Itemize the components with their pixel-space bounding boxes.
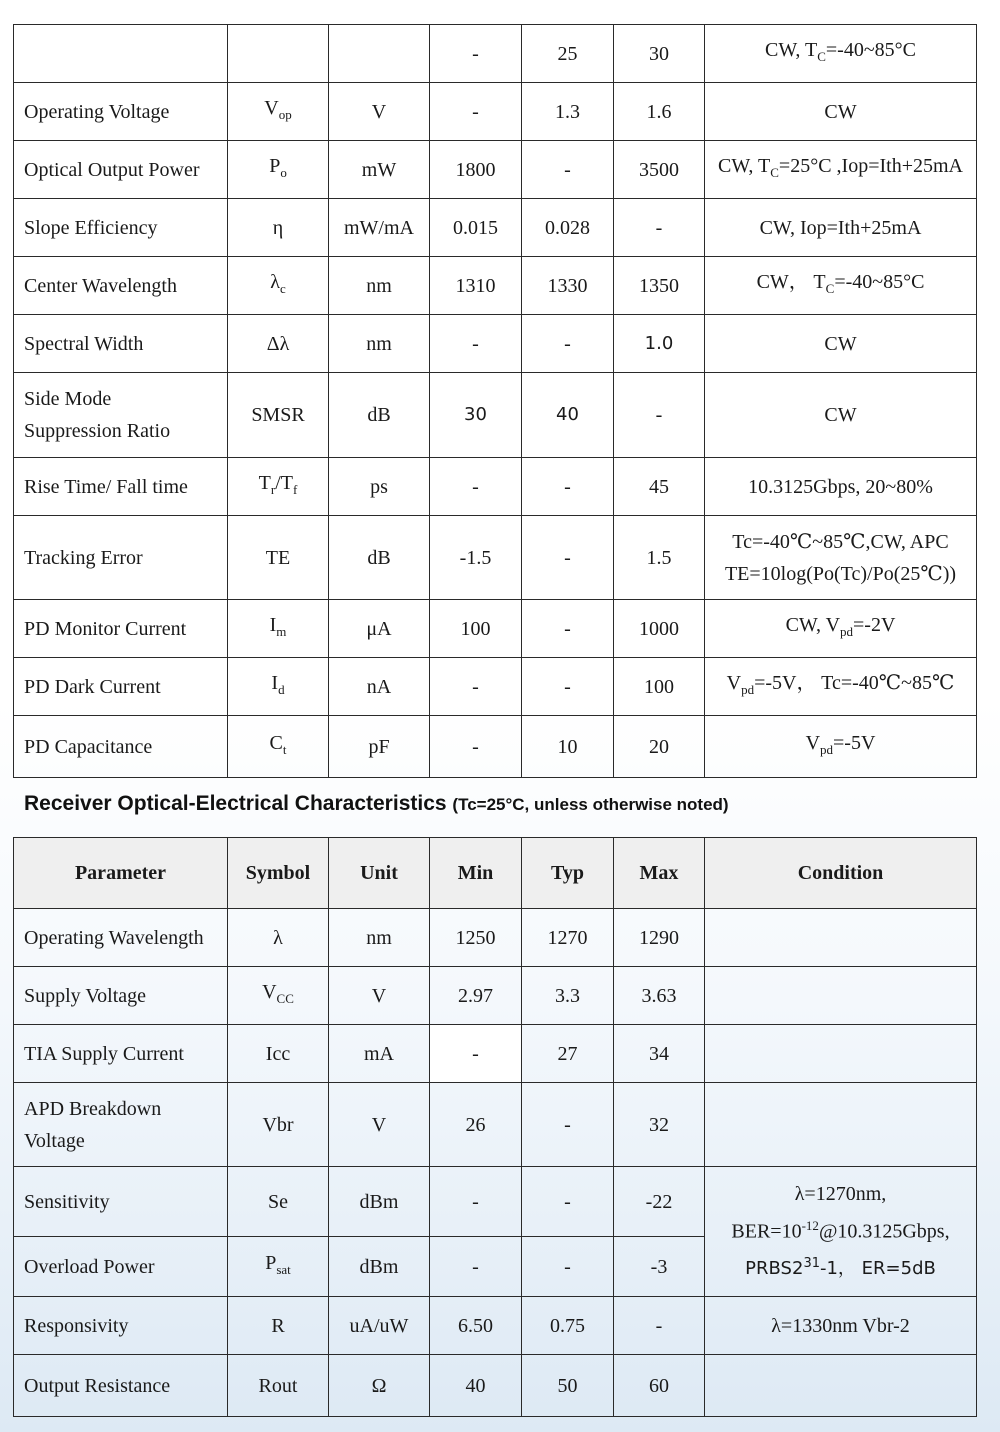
unit-cell: V — [329, 83, 430, 141]
typ-cell: 40 — [522, 373, 614, 458]
typ-cell: 27 — [522, 1025, 614, 1083]
transmitter-characteristics-table — [13, 24, 977, 778]
typ-cell: - — [522, 1083, 614, 1167]
max-cell: - — [614, 373, 705, 458]
unit-cell: μA — [329, 600, 430, 658]
param-cell: PD Dark Current — [14, 658, 228, 716]
receiver-title-text: Receiver Optical-Electrical Characteristics — [24, 792, 447, 815]
symbol-cell: R — [228, 1297, 329, 1355]
condition-cell — [705, 1083, 977, 1167]
symbol-cell: $\lambda_c$ — [228, 257, 329, 315]
table-row — [14, 967, 977, 1025]
max-cell: 1.6 — [614, 83, 705, 141]
max-cell: 1350 — [614, 257, 705, 315]
min-cell: - — [430, 658, 522, 716]
max-cell: -22 — [614, 1167, 705, 1237]
min-cell: 1800 — [430, 141, 522, 199]
unit-cell: mW/mA — [329, 199, 430, 257]
table-row — [14, 199, 977, 257]
symbol-cell: $V_{op}$ — [228, 83, 329, 141]
unit-cell: mW — [329, 141, 430, 199]
max-cell: 3500 — [614, 141, 705, 199]
symbol-cell: Rout — [228, 1355, 329, 1417]
table-row — [14, 1355, 977, 1417]
condition-cell: λ=1330nm Vbr-2 — [705, 1297, 977, 1355]
typ-cell: 25 — [522, 25, 614, 83]
param-cell: Operating Wavelength — [14, 909, 228, 967]
param-cell: Output Resistance — [14, 1355, 228, 1417]
param-cell: Overload Power — [14, 1237, 228, 1297]
condition-cell: CW, Iop=Ith+25mA — [705, 199, 977, 257]
typ-cell: - — [522, 600, 614, 658]
table-row — [14, 1083, 977, 1167]
condition-cell — [705, 909, 977, 967]
max-cell: 20 — [614, 716, 705, 778]
typ-cell: - — [522, 458, 614, 516]
typ-cell: 0.75 — [522, 1297, 614, 1355]
unit-cell: dB — [329, 373, 430, 458]
symbol-cell: λ — [228, 909, 329, 967]
symbol-cell: $P_o$ — [228, 141, 329, 199]
header-unit: Unit — [329, 838, 430, 909]
min-cell: 26 — [430, 1083, 522, 1167]
min-cell: -1.5 — [430, 516, 522, 600]
min-cell: 30 — [430, 373, 522, 458]
receiver-characteristics-table — [13, 837, 977, 1417]
min-cell: - — [430, 1237, 522, 1297]
min-cell: - — [430, 716, 522, 778]
min-cell: 100 — [430, 600, 522, 658]
table-row — [14, 658, 977, 716]
table-row — [14, 1297, 977, 1355]
param-cell: Spectral Width — [14, 315, 228, 373]
condition-cell: λ=1270nm, $BER=10^{-12}@10.3125Gbps$, $PRBS2^{31}-1$， ER=5dB — [705, 1167, 977, 1297]
symbol-cell: $P_{sat}$ — [228, 1237, 329, 1297]
symbol-cell: $C_t$ — [228, 716, 329, 778]
param-cell: Optical Output Power — [14, 141, 228, 199]
max-cell: 100 — [614, 658, 705, 716]
condition-cell: CW, $V_{pd}=-2V$ — [705, 600, 977, 658]
unit-cell: dBm — [329, 1237, 430, 1297]
min-cell: - — [430, 1167, 522, 1237]
param-cell: Slope Efficiency — [14, 199, 228, 257]
max-cell: 30 — [614, 25, 705, 83]
table-row — [14, 25, 977, 83]
condition-cell: $V_{pd}=-5V$ — [705, 716, 977, 778]
header-condition: Condition — [705, 838, 977, 909]
receiver-section-title — [24, 792, 729, 816]
condition-cell: Tc=-40℃~85℃,CW, APC TE=10log(Po(Tc)/Po(25℃)) — [705, 516, 977, 600]
condition-cell — [705, 1025, 977, 1083]
table-row — [14, 516, 977, 600]
typ-cell: 1330 — [522, 257, 614, 315]
typ-cell: - — [522, 1167, 614, 1237]
max-cell: 32 — [614, 1083, 705, 1167]
condition-cell: CW — [705, 315, 977, 373]
max-cell: - — [614, 199, 705, 257]
table-row — [14, 83, 977, 141]
condition-cell: CW — [705, 373, 977, 458]
condition-cell — [705, 1355, 977, 1417]
min-cell: - — [430, 1025, 522, 1083]
symbol-cell: $T_r/T_f$ — [228, 458, 329, 516]
table-row — [14, 1025, 977, 1083]
symbol-cell: SMSR — [228, 373, 329, 458]
symbol-cell: TE — [228, 516, 329, 600]
condition-cell: CW, $T_C=25^\circ C$ ,Iop=Ith+25mA — [705, 141, 977, 199]
table-row — [14, 373, 977, 458]
typ-cell: 10 — [522, 716, 614, 778]
param-cell: Operating Voltage — [14, 83, 228, 141]
param-cell: TIA Supply Current — [14, 1025, 228, 1083]
symbol-cell: $I_d$ — [228, 658, 329, 716]
condition-cell: CW — [705, 83, 977, 141]
typ-cell: 0.028 — [522, 199, 614, 257]
symbol-cell: Vbr — [228, 1083, 329, 1167]
unit-cell: V — [329, 1083, 430, 1167]
param-cell: Responsivity — [14, 1297, 228, 1355]
max-cell: -3 — [614, 1237, 705, 1297]
table-row — [14, 315, 977, 373]
max-cell: 1290 — [614, 909, 705, 967]
param-cell: APD Breakdown Voltage — [14, 1083, 228, 1167]
typ-cell: - — [522, 141, 614, 199]
typ-cell: 50 — [522, 1355, 614, 1417]
unit-cell: dB — [329, 516, 430, 600]
max-cell: 1.5 — [614, 516, 705, 600]
typ-cell: 1.3 — [522, 83, 614, 141]
condition-cell: CW， $T_C=-40\sim 85^\circ C$ — [705, 257, 977, 315]
unit-cell: Ω — [329, 1355, 430, 1417]
typ-cell: - — [522, 315, 614, 373]
max-cell: 34 — [614, 1025, 705, 1083]
typ-cell: 3.3 — [522, 967, 614, 1025]
header-max: Max — [614, 838, 705, 909]
condition-cell: $V_{pd}=-5V$， Tc=-40℃~85℃ — [705, 658, 977, 716]
min-cell: 6.50 — [430, 1297, 522, 1355]
param-cell: PD Monitor Current — [14, 600, 228, 658]
unit-cell: mA — [329, 1025, 430, 1083]
typ-cell: 1270 — [522, 909, 614, 967]
table-row — [14, 600, 977, 658]
header-symbol: Symbol — [228, 838, 329, 909]
condition-cell: CW, $T_C=-40\sim 85^\circ C$ — [705, 25, 977, 83]
symbol-cell: η — [228, 199, 329, 257]
param-cell: PD Capacitance — [14, 716, 228, 778]
table-row — [14, 257, 977, 315]
param-cell: Center Wavelength — [14, 257, 228, 315]
max-cell: 45 — [614, 458, 705, 516]
param-cell: Supply Voltage — [14, 967, 228, 1025]
max-cell: - — [614, 1297, 705, 1355]
table-row — [14, 458, 977, 516]
min-cell: - — [430, 315, 522, 373]
unit-cell: uA/uW — [329, 1297, 430, 1355]
receiver-title-note: (Tc=25°C, unless otherwise noted) — [452, 795, 729, 814]
symbol-cell: Se — [228, 1167, 329, 1237]
max-cell: 1000 — [614, 600, 705, 658]
table-row — [14, 716, 977, 778]
unit-cell: nm — [329, 257, 430, 315]
min-cell: - — [430, 25, 522, 83]
typ-cell: - — [522, 516, 614, 600]
min-cell: 40 — [430, 1355, 522, 1417]
param-cell — [14, 25, 228, 83]
symbol-cell — [228, 25, 329, 83]
max-cell: 60 — [614, 1355, 705, 1417]
unit-cell: dBm — [329, 1167, 430, 1237]
header-min: Min — [430, 838, 522, 909]
unit-cell: nm — [329, 909, 430, 967]
param-cell: Sensitivity — [14, 1167, 228, 1237]
unit-cell — [329, 25, 430, 83]
table-header-row — [14, 838, 977, 909]
param-cell: Tracking Error — [14, 516, 228, 600]
header-typ: Typ — [522, 838, 614, 909]
max-cell: 3.63 — [614, 967, 705, 1025]
param-cell: Rise Time/ Fall time — [14, 458, 228, 516]
symbol-cell: $I_m$ — [228, 600, 329, 658]
min-cell: - — [430, 83, 522, 141]
unit-cell: pF — [329, 716, 430, 778]
min-cell: 1310 — [430, 257, 522, 315]
typ-cell: - — [522, 1237, 614, 1297]
table-row — [14, 1167, 977, 1237]
symbol-cell: Icc — [228, 1025, 329, 1083]
unit-cell: nA — [329, 658, 430, 716]
max-cell: 1.0 — [614, 315, 705, 373]
min-cell: 1250 — [430, 909, 522, 967]
min-cell: - — [430, 458, 522, 516]
typ-cell: - — [522, 658, 614, 716]
min-cell: 2.97 — [430, 967, 522, 1025]
unit-cell: nm — [329, 315, 430, 373]
header-parameter: Parameter — [14, 838, 228, 909]
unit-cell: V — [329, 967, 430, 1025]
table-row — [14, 141, 977, 199]
unit-cell: ps — [329, 458, 430, 516]
min-cell: 0.015 — [430, 199, 522, 257]
condition-cell — [705, 967, 977, 1025]
condition-cell: 10.3125Gbps, 20~80% — [705, 458, 977, 516]
table-row — [14, 909, 977, 967]
param-cell: Side Mode Suppression Ratio — [14, 373, 228, 458]
symbol-cell: Δλ — [228, 315, 329, 373]
symbol-cell: $V_{CC}$ — [228, 967, 329, 1025]
